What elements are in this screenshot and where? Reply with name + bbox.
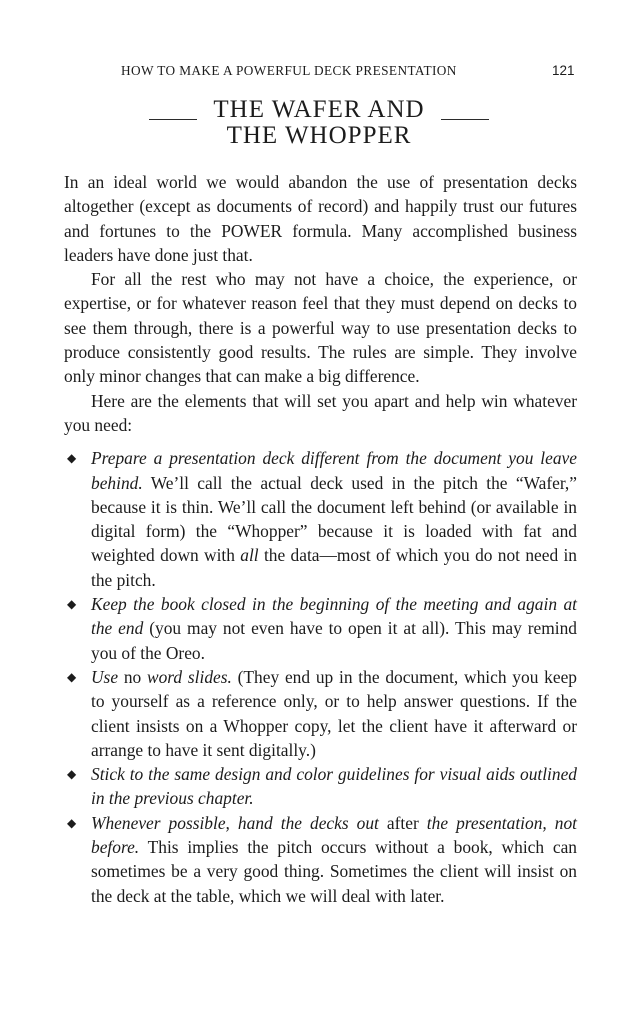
bullet-item-hand-out-after (64, 811, 577, 908)
bullet-text (91, 592, 577, 665)
running-head: HOW TO MAKE A POWERFUL DECK PRESENTATION (121, 63, 457, 78)
paragraph-3: Here are the elements that will set you apart and help win whatever you need: (64, 390, 577, 435)
bullet-lead: Stick to the same design and color guidelines for visual aids outlined in the previous chapter. (91, 764, 577, 809)
bullet-text (91, 811, 577, 908)
bullet-item-design-guidelines (64, 762, 577, 811)
title-rule-left (149, 119, 197, 120)
paragraph-1: In an ideal world we would abandon the use of presentation decks altogether (except as documents of record) and happily trust our futures and fortunes to the POWER formula. Many accomplished business leaders have done just that. (64, 172, 577, 265)
bullet-emphasis: all (240, 545, 259, 566)
bullet-item-no-word-slides (64, 665, 577, 762)
bullet-lead-continued: word slides. (141, 666, 232, 687)
diamond-bullet-icon: ◆ (67, 669, 77, 684)
bullet-text (91, 762, 577, 811)
chapter-title (0, 97, 638, 149)
bullet-body: (you may not even have to open it at all). This may remind you of the Oreo. (91, 618, 578, 663)
bullet-lead: Whenever possible, hand the decks out (91, 812, 387, 833)
title-rule-right (441, 119, 489, 120)
chapter-title-text-1: THE WAFER AND (213, 96, 425, 123)
bullet-lead-continued: the presentation, not before. (91, 812, 577, 858)
body-text (64, 170, 577, 908)
bullet-roman-word: no (123, 666, 142, 687)
diamond-bullet-icon: ◆ (67, 451, 77, 466)
bullet-list (64, 446, 577, 908)
bullet-lead: Prepare a presentation deck different from the document you leave behind. (91, 448, 577, 493)
paragraph-2: For all the rest who may not have a choice, the experience, or expertise, or for whatever reason feel that they must depend on decks to see them through, there is a powerful way to use presentation decks to produce consistently good results. The rules are simple. They involve only minor changes that can make a big difference. (64, 269, 577, 387)
bullet-roman-word: after (386, 812, 419, 833)
diamond-bullet-icon: ◆ (67, 597, 77, 612)
chapter-title-line-2: THE WHOPPER (226, 122, 412, 149)
bullet-body: We’ll call the actual deck used in the pitch the “Wafer,” because it is thin. We’ll call the document left behind (or available in digital form) the “Whopper” because it is loaded with fat and weighted down with (91, 472, 577, 566)
bullet-item-keep-book-closed (64, 592, 577, 665)
bullet-body: (They end up in the document, which you keep to yourself as a reference only, or to help answer questions. If the client insists on a Whopper copy, let the client have it afterward or arrange to have it sent digitally.) (91, 666, 577, 760)
page-number: 121 (552, 63, 575, 78)
bullet-text (91, 446, 577, 592)
bullet-body: This implies the pitch occurs without a book, which can sometimes be a very good thing. Sometimes the client will insist on the deck at the table, which we will deal with later. (91, 837, 577, 906)
diamond-bullet-icon: ◆ (67, 767, 77, 782)
bullet-item-wafer-whopper (64, 446, 577, 592)
bullet-body-continued: the data—most of which you do not need in the pitch. (91, 545, 577, 590)
bullet-lead: Keep the book closed in the beginning of the meeting and again at the end (91, 594, 577, 639)
bullet-text (91, 665, 577, 762)
chapter-title-line-1 (213, 97, 424, 123)
diamond-bullet-icon: ◆ (67, 815, 77, 830)
bullet-lead: Use (91, 666, 124, 687)
